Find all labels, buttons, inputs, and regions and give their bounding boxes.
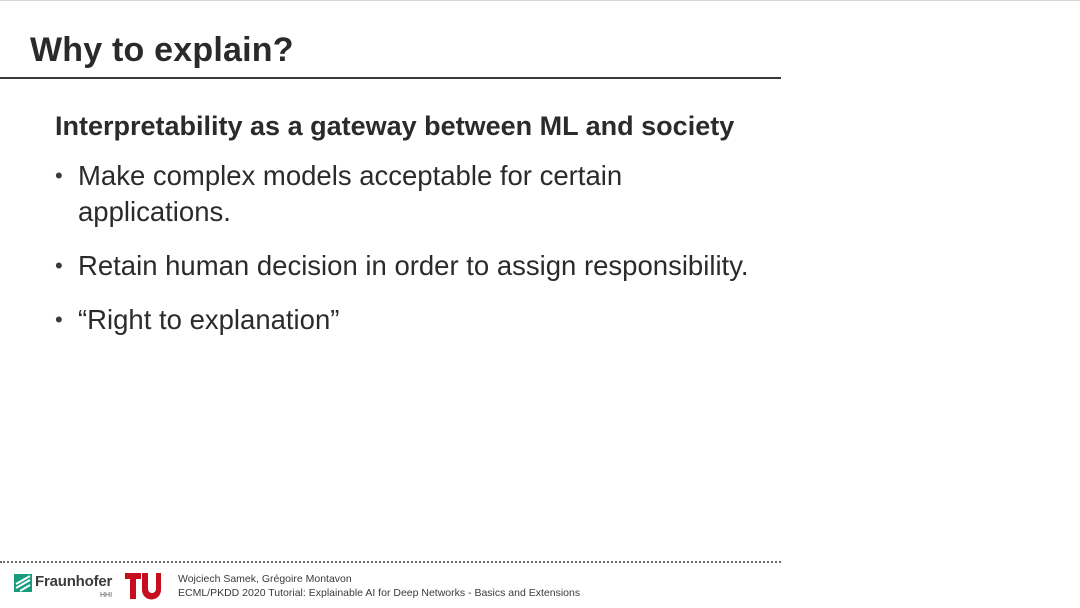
footer-divider bbox=[0, 561, 781, 563]
footer-credits bbox=[178, 572, 580, 600]
bullet-text: Make complex models acceptable for certain applications. bbox=[78, 160, 623, 227]
bullet-marker: • bbox=[55, 253, 63, 278]
bullet-text: “Right to explanation” bbox=[78, 304, 340, 335]
slide-content bbox=[55, 108, 755, 356]
tu-berlin-logo-icon bbox=[125, 572, 161, 600]
bullet-item bbox=[55, 302, 755, 338]
bullet-marker: • bbox=[55, 307, 63, 332]
bullet-item bbox=[55, 248, 755, 284]
fraunhofer-subtitle: HHI bbox=[100, 592, 113, 599]
fraunhofer-logo bbox=[14, 572, 118, 606]
slide-heading: Interpretability as a gateway between ML and society bbox=[55, 111, 735, 141]
fraunhofer-mark-icon bbox=[14, 574, 32, 592]
bullet-marker: • bbox=[55, 163, 63, 188]
title-underline bbox=[0, 77, 781, 79]
footer-authors: Wojciech Samek, Grégoire Montavon bbox=[178, 573, 352, 585]
bullet-item bbox=[55, 158, 755, 230]
bullet-text: Retain human decision in order to assign responsibility. bbox=[78, 250, 749, 281]
footer-event: ECML/PKDD 2020 Tutorial: Explainable AI for Deep Networks - Basics and Extensions bbox=[178, 587, 581, 599]
slide-title: Why to explain? bbox=[30, 31, 294, 69]
slide-footer bbox=[0, 566, 1080, 608]
bullet-list bbox=[55, 158, 755, 338]
fraunhofer-name: Fraunhofer bbox=[35, 573, 113, 590]
top-border bbox=[0, 0, 1080, 1]
